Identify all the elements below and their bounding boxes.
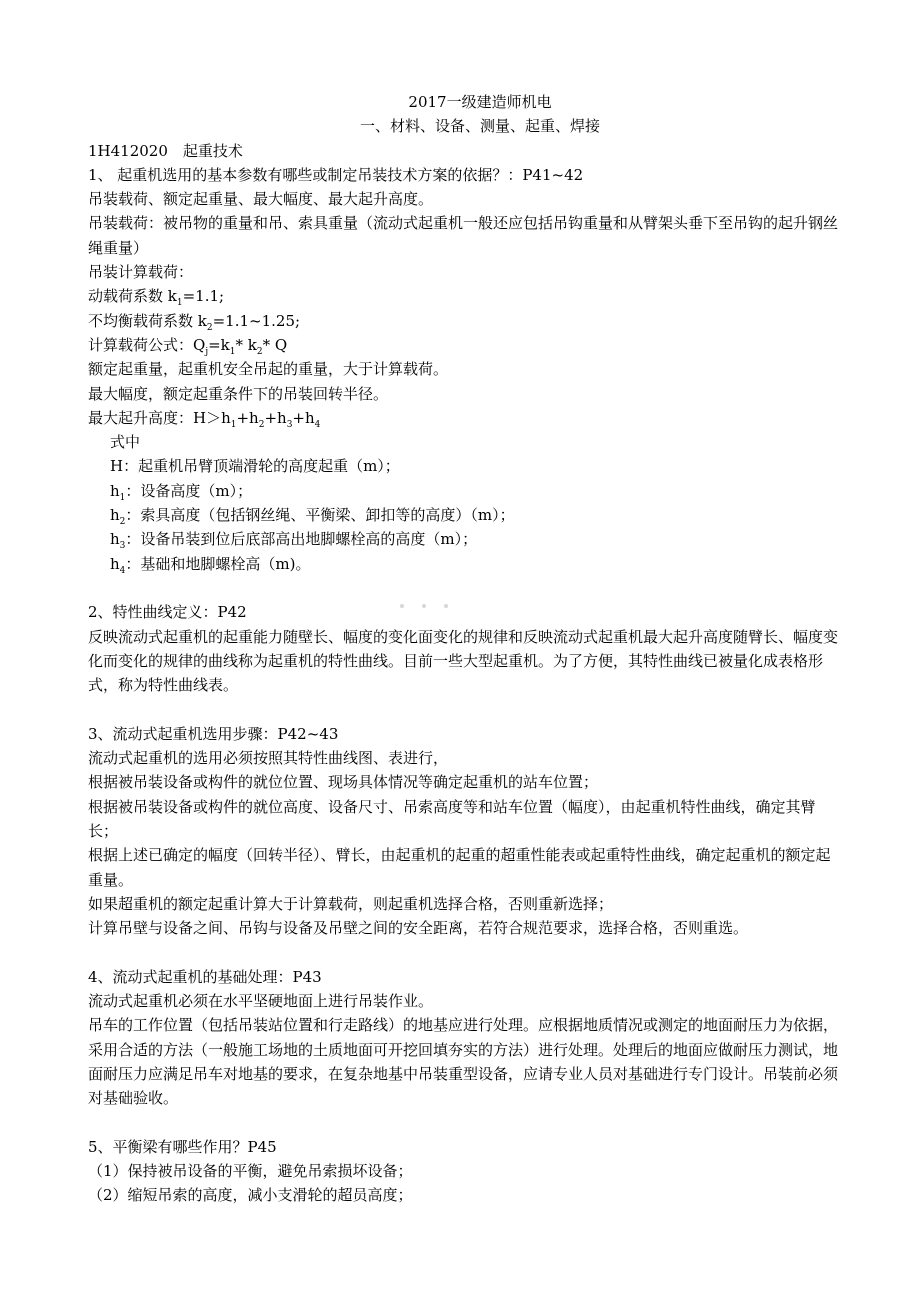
q3-step-3: 根据被吊装设备或构件的就位高度、设备尺寸、吊索高度等和站车位置（幅度），由起重机特性曲线，确定其臂长； bbox=[88, 797, 816, 840]
q5-item-2: （2）缩短吊索的高度，减小支滑轮的超员高度； bbox=[88, 1186, 413, 1205]
q1-load-definition: 吊装载荷：被吊物的重量和吊、索具重量（流动式起重机一般还应包括吊钩重量和从臂架头垂下至吊钩的起升钢丝绳重量） bbox=[88, 214, 839, 257]
q1-rated: 额定起重量，起重机安全吊起的重量，大于计算载荷。 bbox=[88, 360, 449, 379]
document-page bbox=[88, 90, 838, 1208]
q5-item-1: （1）保持被吊设备的平衡，避免吊索损坏设备； bbox=[88, 1162, 413, 1181]
q1-heading: 1、 起重机选用的基本参数有哪些或制定吊装技术方案的依据？：P41~42 bbox=[88, 165, 584, 184]
q3-step-2: 根据被吊装设备或构件的就位位置、现场具体情况等确定起重机的站车位置； bbox=[88, 773, 599, 792]
q1-height: 最大起升高度：$H>h_1+h_2+h_3+h_4$ bbox=[88, 408, 321, 430]
q3-step-5: 如果超重机的额定起重计算大于计算载荷，则起重机选择合格，否则重新选择； bbox=[88, 894, 614, 913]
section-gap bbox=[88, 940, 838, 964]
q3-step-6: 计算吊壁与设备之间、吊钩与设备及吊壁之间的安全距离，若符合规范要求，选择合格，否则重选。 bbox=[88, 919, 749, 938]
q1-h-def: H：起重机吊臂顶端滑轮的高度起重（m）； bbox=[110, 457, 400, 476]
q4-heading: 4、流动式起重机的基础处理：P43 bbox=[88, 967, 322, 986]
section-gap bbox=[88, 576, 838, 600]
q3-step-4: 根据上述已确定的幅度（回转半径）、臂长，由起重机的起重的超重性能表或起重特性曲线，确定起重机的额定起重量。 bbox=[88, 846, 831, 889]
section-gap bbox=[88, 697, 838, 721]
q1-h4-def: $h_4$：基础和地脚螺栓高（m)。 bbox=[110, 554, 311, 576]
q5-heading: 5、平衡梁有哪些作用？P45 bbox=[88, 1137, 277, 1156]
q1-formula: 计算载荷公式：$Q_j=k_1*$ $k_2*$ Q bbox=[88, 335, 288, 357]
q3-heading: 3、流动式起重机选用步骤：P42~43 bbox=[88, 724, 339, 743]
q1-params: 吊装载荷、额定起重量、最大幅度、最大起升高度。 bbox=[88, 190, 434, 209]
q4-s2: 吊车的工作位置（包括吊装站位置和行走路线）的地基应进行处理。应根据地质情况或测定的地面耐压力为依据，采用合适的方法（一般施工场地的土质地面可开挖回填夯实的方法）进行处理。处理后的地面应做耐压力测试，地面耐压力应满足吊车对地基的要求，在复杂地基中吊装重型设备，应请专业人员对基础进行专门设计。吊装前必须对基础验收。 bbox=[88, 1016, 839, 1108]
section-code: 1H412020 起重技术 bbox=[88, 141, 243, 160]
q3-step-1: 流动式起重机的选用必须按照其特性曲线图、表进行， bbox=[88, 749, 449, 768]
q1-k2: 不均衡载荷系数 $k_2=1.1\sim 1.25$; bbox=[88, 311, 301, 333]
q1-radius: 最大幅度，额定起重条件下的吊装回转半径。 bbox=[88, 384, 389, 403]
q2-body: 反映流动式起重机的起重能力随壁长、幅度的变化面变化的规律和反映流动式起重机最大起升高度随臂长、幅度变化而变化的规律的曲线称为起重机的特性曲线。目前一些大型起重机。为了方便，其特性曲线已被量化成表格形式，称为特性曲线表。 bbox=[88, 627, 839, 695]
q1-where: 式中 bbox=[110, 433, 141, 452]
q1-k1: 动载荷系数 $k_1=1.1$; bbox=[88, 287, 225, 309]
q1-h1-def: $h_1$：设备高度（m）； bbox=[110, 481, 253, 503]
section-gap bbox=[88, 1110, 838, 1134]
q2-heading: 2、特性曲线定义：P42 bbox=[88, 603, 247, 622]
doc-subtitle: 一、材料、设备、测量、起重、焊接 bbox=[359, 117, 600, 136]
q4-s1: 流动式起重机必须在水平坚硬地面上进行吊装作业。 bbox=[88, 991, 434, 1010]
doc-title: 2017一级建造师机电 bbox=[408, 93, 552, 111]
q1-h2-def: $h_2$：索具高度（包括钢丝绳、平衡梁、卸扣等的高度）（m）； bbox=[110, 506, 515, 528]
q1-calc-load: 吊装计算载荷： bbox=[88, 263, 194, 282]
q1-h3-def: $h_3$：设备吊装到位后底部高出地脚螺栓高的高度（m）； bbox=[110, 530, 478, 552]
